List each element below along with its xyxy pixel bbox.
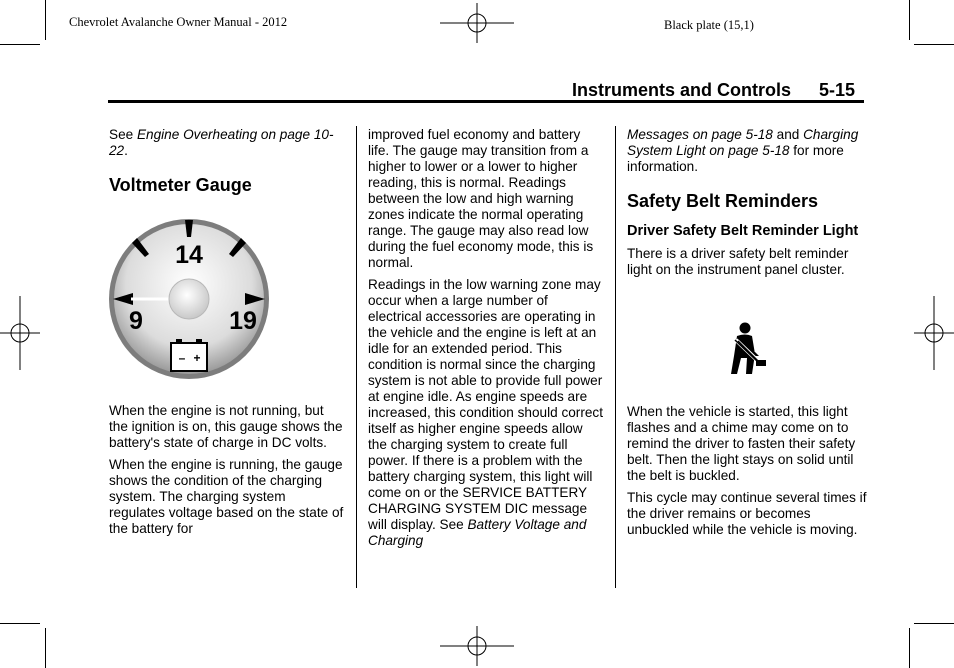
crop-mark [0,623,40,624]
cross-reference: Messages on page 5-18 and Charging System Light on page 5-18 for more information. [627,127,859,174]
seatbelt-icon-container [627,284,867,404]
paragraph: This cycle may continue several times if the driver remains or becomes unbuckled while the vehicle is moving. [627,490,867,537]
voltmeter-heading: Voltmeter Gauge [109,175,252,195]
registration-mark-bottom [440,626,514,666]
running-header [572,80,855,101]
crop-mark [909,0,910,40]
column-3 [627,127,867,544]
page-number: 5-15 [819,80,856,100]
gauge-hub [169,279,209,319]
gauge-label-14: 14 [175,241,203,269]
svg-text:+: + [193,351,201,365]
paragraph: When the engine is running, the gauge shows the condition of the charging system. The charging system regulates voltage based on the state of the battery for [109,457,344,536]
section-title: Instruments and Controls [572,80,792,100]
crop-mark [909,628,910,668]
voltmeter-gauge-illustration [109,207,269,393]
manual-title: Chevrolet Avalanche Owner Manual - 2012 [69,15,288,29]
svg-text:–: – [178,351,186,365]
gauge-label-9: 9 [129,307,143,335]
paragraph: improved fuel economy and battery life. The gauge may transition from a higher to lower or a lower to higher reading, this is normal. Readings between the low and high warning zones indicate the normal operating range. The gauge may also read low during the fuel economy mode, this is normal. [368,127,594,270]
registration-mark-left [0,296,40,370]
paragraph: Readings in the low warning zone may occur when a large number of electrical accessories are operating in the vehicle and the engine is left at an idle for an extended period. This condition is normal since the charging system is not able to provide full power at engine idle. As engine speeds are increased, this condition should correct itself as higher engine speeds allow the charging system to create full power. If there is a problem with the battery charging system, this light will come on or the SERVICE BATTERY CHARGING SYSTEM DIC message will display. See Battery Voltage and Charging [368,277,603,548]
cross-reference-link[interactable]: Engine Overheating on page 10-22 [109,127,334,158]
crop-mark [914,44,954,45]
battery-icon [171,339,207,371]
safety-belt-heading: Safety Belt Reminders [627,191,819,211]
driver-belt-subheading: Driver Safety Belt Reminder Light [627,223,859,239]
paragraph: There is a driver safety belt reminder light on the instrument panel cluster. [627,246,849,277]
crop-mark [45,628,46,668]
column-2 [368,127,604,555]
registration-mark-top [440,3,514,43]
cross-reference-link[interactable]: Charging System Light on page 5-18 [627,127,859,158]
column-1 [109,127,345,543]
paragraph: When the vehicle is started, this light flashes and a chime may come on to remind the driver to fasten their safety belt. Then the light stays on solid until the belt is buckled. [627,404,856,483]
plate-label: Black plate (15,1) [664,18,754,32]
crop-mark [45,0,46,40]
crop-mark [914,623,954,624]
gauge-label-19: 19 [229,307,257,335]
crop-mark [0,44,40,45]
header-rule [108,100,864,103]
registration-mark-right [914,296,954,370]
paragraph: When the engine is not running, but the ignition is on, this gauge shows the battery's state of charge in DC volts. [109,403,343,450]
cross-reference: See Engine Overheating on page 10-22. [109,127,334,158]
cross-reference-link[interactable]: Messages on page 5-18 [627,127,773,142]
column-divider [356,126,357,588]
column-divider [615,126,616,588]
cross-reference-link[interactable]: Battery Voltage and Charging [368,517,587,548]
seatbelt-reminder-icon [725,322,769,376]
